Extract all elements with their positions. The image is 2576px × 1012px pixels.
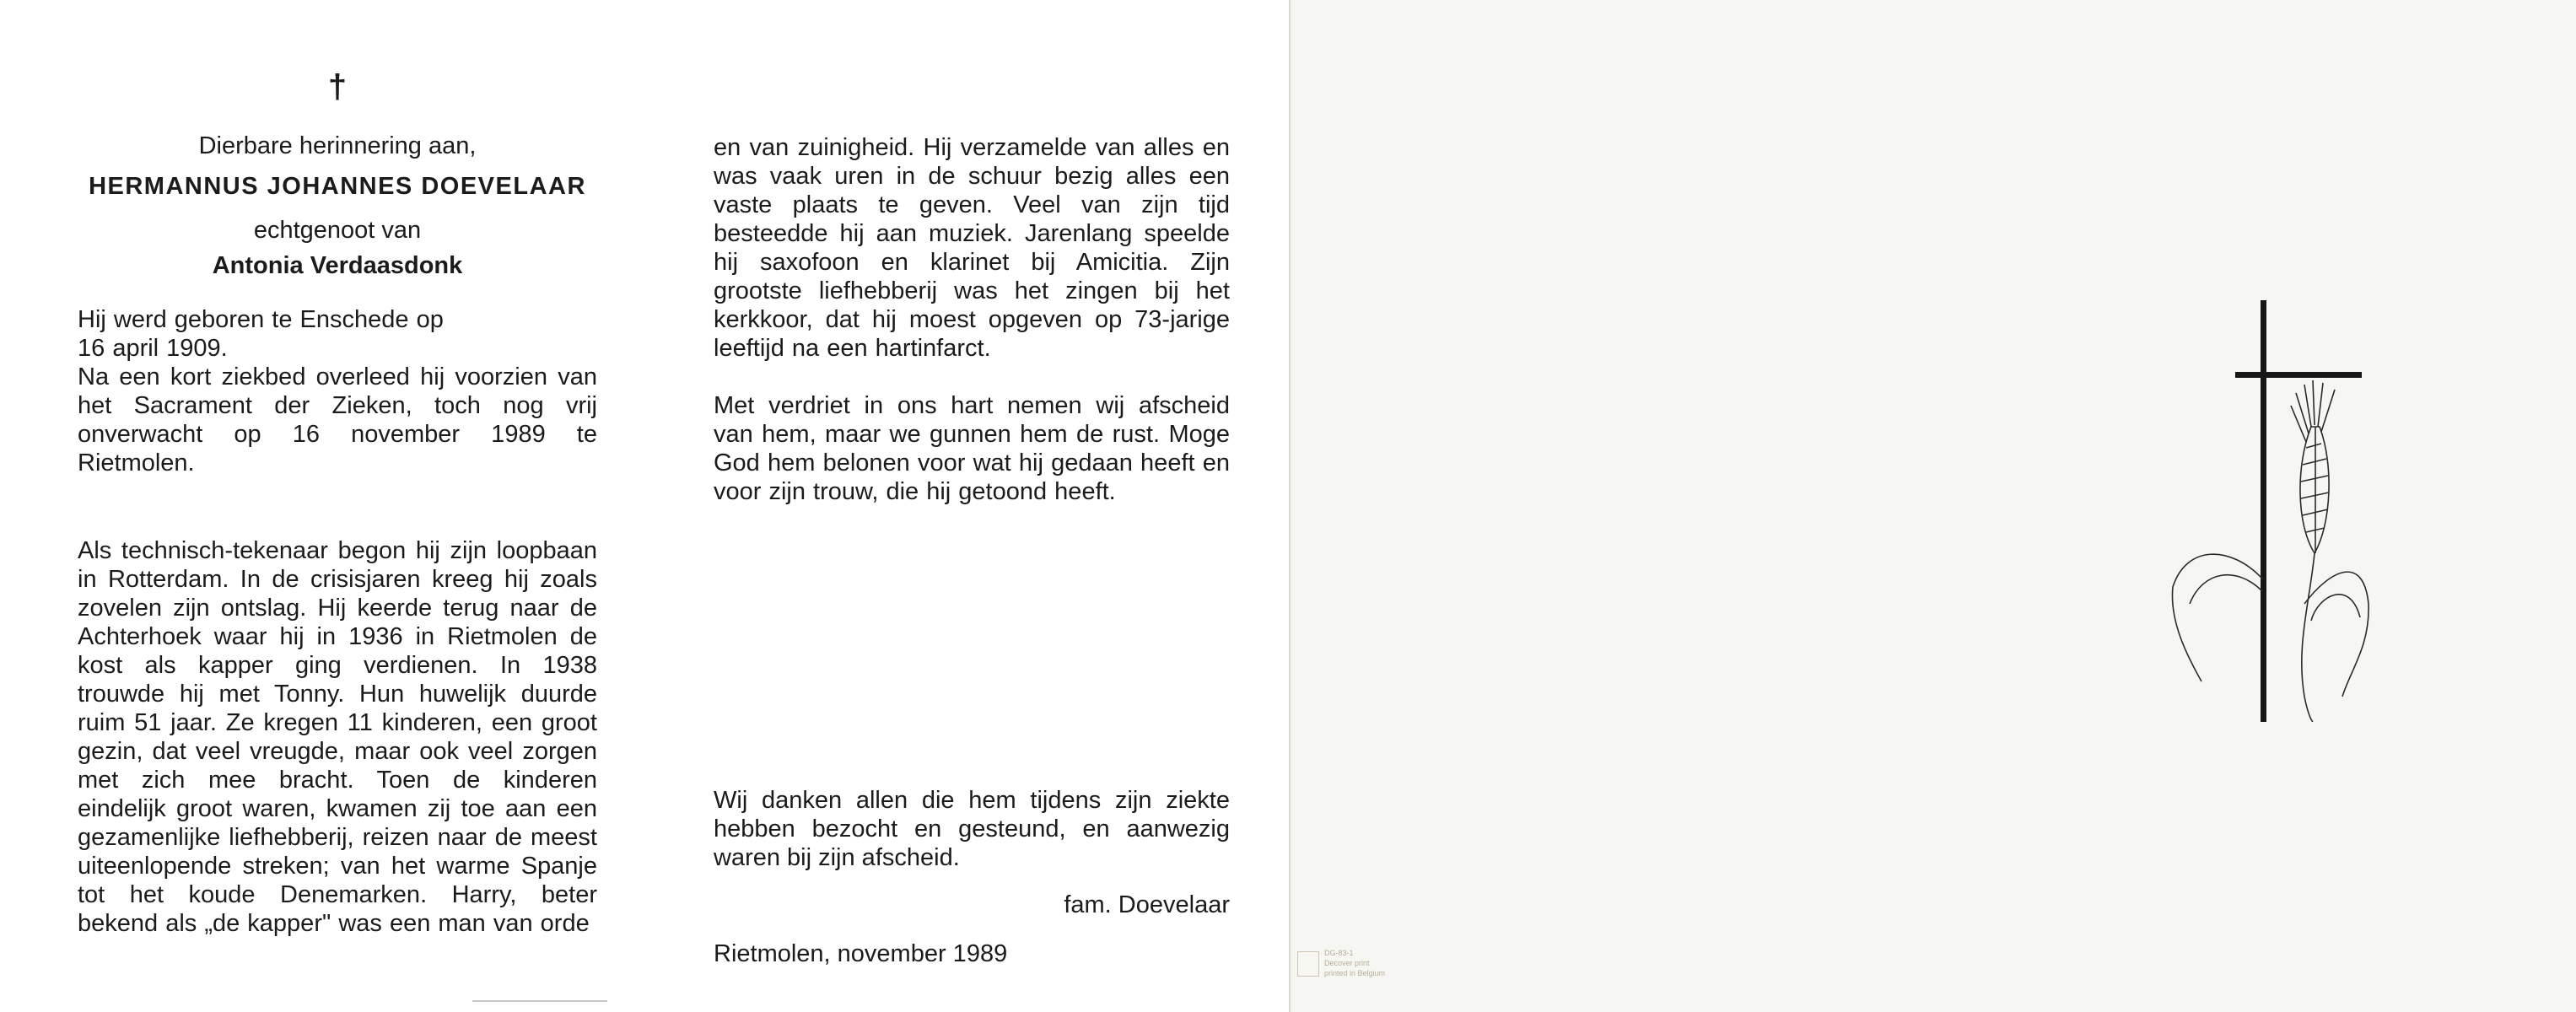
printer-line: Decover print <box>1324 959 1370 967</box>
printer-text <box>1324 948 1385 978</box>
biography-column-right <box>714 133 1230 506</box>
spouse-name: Antonia Verdaasdonk <box>212 252 463 279</box>
farewell-paragraph: Met verdriet in ons hart nemen wij afscheid van hem, maar we gunnen hem de rust. Moge God hem belonen voor wat hij gedaan heeft en voor zijn trouw, die hij getoond heeft. <box>714 392 1230 505</box>
paragraph-gap <box>78 477 597 536</box>
paragraph-gap <box>714 363 1230 391</box>
dagger-cross-icon: † <box>327 68 348 105</box>
life-paragraph: Als technisch-tekenaar begon hij zijn loopbaan in Rotterdam. In de crisisjaren kreeg hij zoals zovelen zijn ontslag. Hij keerde terug naar de Achterhoek waar hij in 1936 in Rietmolen de kost als kapper ging verdienen. In 1938 trouwde hij met Tonny. Hun huwelijk duurde ruim 51 jaar. Ze kregen 11 kinderen, een groot gezin, dat veel vreugde, maar ook veel zorgen met zich mee bracht. Toen de kinderen eindelijk groot waren, kwamen zij toe aan een gezamenlijke liefhebberij, reizen naar de meest uiteenlopende streken; van het warme Spanje tot het koude Denemarken. Harry, beter bekend als „de kapper" was een man van orde <box>78 537 597 937</box>
thanks-paragraph: Wij danken allen die hem tijdens zijn ziekte hebben bezocht en gesteund, en aanwezig waren bij zijn afscheid. <box>714 787 1230 871</box>
family-signature: fam. Doevelaar <box>1064 891 1230 918</box>
printer-mark <box>1297 948 1441 982</box>
birth-line-1: Hij werd geboren te Enschede op <box>78 306 444 333</box>
divider <box>472 1000 607 1002</box>
continuation-paragraph: en van zuinigheid. Hij verzamelde van alles en was vaak uren in de schuur bezig alles een vaste plaats te geven. Veel van zijn tijd besteedde hij aan muziek. Jarenlang speelde hij saxofoon en klarinet bij Amicitia. Zijn grootste liefhebberij was het zingen bij het kerkkoor, dat hij moest opgeven op 73-jarige leeftijd na een hartinfarct. <box>714 134 1230 362</box>
printer-line: printed in Belgium <box>1324 969 1386 977</box>
printer-logo-icon <box>1297 951 1319 977</box>
deceased-name: HERMANNUS JOHANNES DOEVELAAR <box>89 173 586 200</box>
printer-line: DG-83-1 <box>1324 949 1354 957</box>
back-cover-panel <box>1292 0 2576 1012</box>
place-date: Rietmolen, november 1989 <box>714 940 1008 967</box>
biography-column-left <box>78 305 597 938</box>
birth-line-2: 16 april 1909. <box>78 335 228 362</box>
intro-line: Dierbare herinnering aan, <box>198 132 477 159</box>
death-paragraph: Na een kort ziekbed overleed hij voorzien van het Sacrament der Zieken, toch nog vrij onverwacht op 16 november 1989 te Rietmolen. <box>78 363 597 476</box>
spouse-intro: echtgenoot van <box>253 217 422 244</box>
cross-with-wheat-icon <box>2169 300 2372 722</box>
